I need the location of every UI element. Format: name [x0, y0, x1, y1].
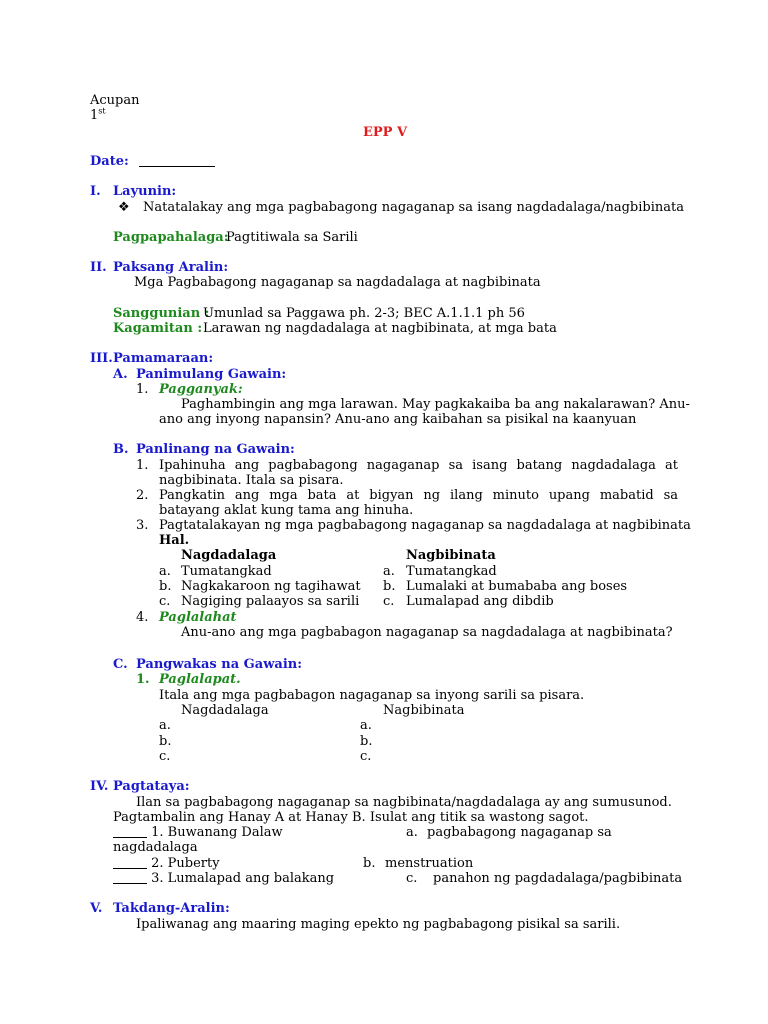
column-a-item: 3. Lumalapad ang balakang: [151, 871, 335, 886]
document-title: EPP V: [363, 125, 408, 140]
assessment-line-1: Ilan sa pagbabagong nagaganap sa nagbibinata/nagdadalaga ay ang sumusunod.: [136, 795, 672, 810]
part-c-column-head-nagdadalaga: Nagdadalaga: [181, 703, 269, 718]
section-i-heading: Layunin:: [113, 184, 177, 199]
answer-letter: b.: [360, 734, 373, 749]
section-ii-numeral: II.: [90, 260, 107, 275]
bullet-icon: ❖: [118, 200, 130, 215]
date-row: [90, 154, 215, 170]
part-b-heading: Panlinang na Gawain:: [136, 442, 295, 457]
list-item: Lumalaki at bumababa ang boses: [406, 579, 628, 594]
part-b-item-3-number: 3.: [136, 518, 149, 533]
part-b-item-2-number: 2.: [136, 488, 149, 503]
list-item-letter: c.: [383, 594, 395, 609]
list-item-letter: a.: [383, 564, 395, 579]
list-item: Nagkakaroon ng tagihawat: [181, 579, 361, 594]
objective-text: Natatalakay ang mga pagbabagong nagaganap sa isang nagdadalaga/nagbibinata: [143, 200, 684, 215]
section-ii-heading: Paksang Aralin:: [113, 260, 229, 275]
matching-row-1: [113, 825, 283, 841]
list-item: Lumalapad ang dibdib: [406, 594, 554, 609]
answer-letter: b.: [159, 734, 172, 749]
answer-blank: [113, 825, 147, 838]
teacher-name: Acupan: [90, 93, 140, 108]
part-b-letter: B.: [113, 442, 129, 457]
matching-row-3: [113, 871, 334, 887]
rank-label: [90, 108, 106, 124]
part-b-item-1-text: Ipahinuha ang pagbabagong nagaganap sa isang batang nagdadalaga at nagbibinata. Itala sa pisara.: [159, 458, 678, 488]
materials-text: Larawan ng nagdadalaga at nagbibinata, at mga bata: [203, 321, 557, 336]
date-blank: [139, 154, 215, 167]
part-b-item-4-text: Anu-ano ang mga pagbabagon nagaganap sa nagdadalaga at nagbibinata?: [181, 625, 673, 640]
column-b-letter: b.: [363, 856, 376, 871]
column-b-item: panahon ng pagdadalaga/pagbibinata: [433, 871, 683, 886]
rank-number: 1: [90, 108, 99, 123]
part-a-line-2: ano ang inyong napansin? Anu-ano ang kaibahan sa pisikal na kaanyuan: [159, 412, 637, 427]
part-b-item-4-label: Paglalahat: [159, 610, 237, 625]
list-item-letter: a.: [159, 564, 171, 579]
part-a-letter: A.: [113, 367, 128, 382]
reference-text: Umunlad sa Paggawa ph. 2-3; BEC A.1.1.1 ph 56: [203, 306, 525, 321]
column-a-item: 1. Buwanang Dalaw: [151, 825, 283, 840]
list-item-letter: c.: [159, 594, 171, 609]
list-item: Tumatangkad: [406, 564, 497, 579]
answer-letter: a.: [159, 718, 171, 733]
part-c-item-label: Paglalapat.: [159, 672, 241, 687]
part-c-item-number: 1.: [136, 672, 150, 687]
list-item-letter: b.: [383, 579, 396, 594]
materials-label: Kagamitan :: [113, 321, 203, 336]
section-iv-heading: Pagtataya:: [113, 779, 190, 794]
assignment-text: Ipaliwanag ang maaring maging epekto ng pagbabagong pisikal sa sarili.: [136, 917, 621, 932]
part-c-text: Itala ang mga pagbabagon nagaganap sa inyong sarili sa pisara.: [159, 688, 585, 703]
value-label: Pagpapahalaga:: [113, 230, 229, 245]
part-b-item-3-text: Pagtatalakayan ng mga pagbabagong nagaganap sa nagdadalaga at nagbibinata: [159, 518, 691, 533]
part-c-letter: C.: [113, 657, 128, 672]
date-label: Date:: [90, 154, 129, 169]
column-b-letter: c.: [406, 871, 418, 886]
section-iii-heading: Pamamaraan:: [113, 351, 214, 366]
answer-blank: [113, 871, 147, 884]
list-item-letter: b.: [159, 579, 172, 594]
list-item: Nagiging palaayos sa sarili: [181, 594, 360, 609]
part-b-item-2-text: Pangkatin ang mga bata at bigyan ng ilang minuto upang mabatid sa batayang aklat kung tama ang hinuha.: [159, 488, 678, 518]
answer-letter: a.: [360, 718, 372, 733]
part-b-item-1-number: 1.: [136, 458, 149, 473]
column-a-item: 2. Puberty: [151, 856, 220, 871]
part-c-column-head-nagbibinata: Nagbibinata: [383, 703, 465, 718]
section-iii-numeral: III.: [90, 351, 113, 366]
part-a-item-number: 1.: [136, 382, 149, 397]
answer-letter: c.: [159, 749, 171, 764]
column-b-letter: a.: [406, 825, 418, 840]
topic-text: Mga Pagbabagong nagaganap sa nagdadalaga at nagbibinata: [134, 275, 541, 290]
section-v-numeral: V.: [90, 901, 103, 916]
section-v-heading: Takdang-Aralin:: [113, 901, 230, 916]
column-b-wrap: nagdadalaga: [113, 840, 198, 855]
answer-blank: [113, 856, 147, 869]
part-a-heading: Panimulang Gawain:: [136, 367, 287, 382]
answer-letter: c.: [360, 749, 372, 764]
column-b-item: menstruation: [385, 856, 474, 871]
example-label: Hal.: [159, 533, 190, 548]
part-b-item-4-number: 4.: [136, 610, 149, 625]
column-b-item: pagbabagong nagaganap sa: [427, 825, 612, 840]
matching-row-2: [113, 856, 220, 872]
part-c-heading: Pangwakas na Gawain:: [136, 657, 303, 672]
value-text: Pagtitiwala sa Sarili: [226, 230, 358, 245]
rank-suffix: st: [98, 106, 106, 116]
part-a-line-1: Paghambingin ang mga larawan. May pagkakaiba ba ang nakalarawan? Anu-: [181, 397, 690, 412]
part-a-item-label: Pagganyak:: [159, 382, 243, 397]
reference-label: Sanggunian :: [113, 306, 210, 321]
assessment-line-2: Pagtambalin ang Hanay A at Hanay B. Isulat ang titik sa wastong sagot.: [113, 810, 589, 825]
list-item: Tumatangkad: [181, 564, 272, 579]
column-head-nagdadalaga: Nagdadalaga: [181, 548, 277, 563]
section-iv-numeral: IV.: [90, 779, 109, 794]
column-head-nagbibinata: Nagbibinata: [406, 548, 496, 563]
section-i-numeral: I.: [90, 184, 101, 199]
